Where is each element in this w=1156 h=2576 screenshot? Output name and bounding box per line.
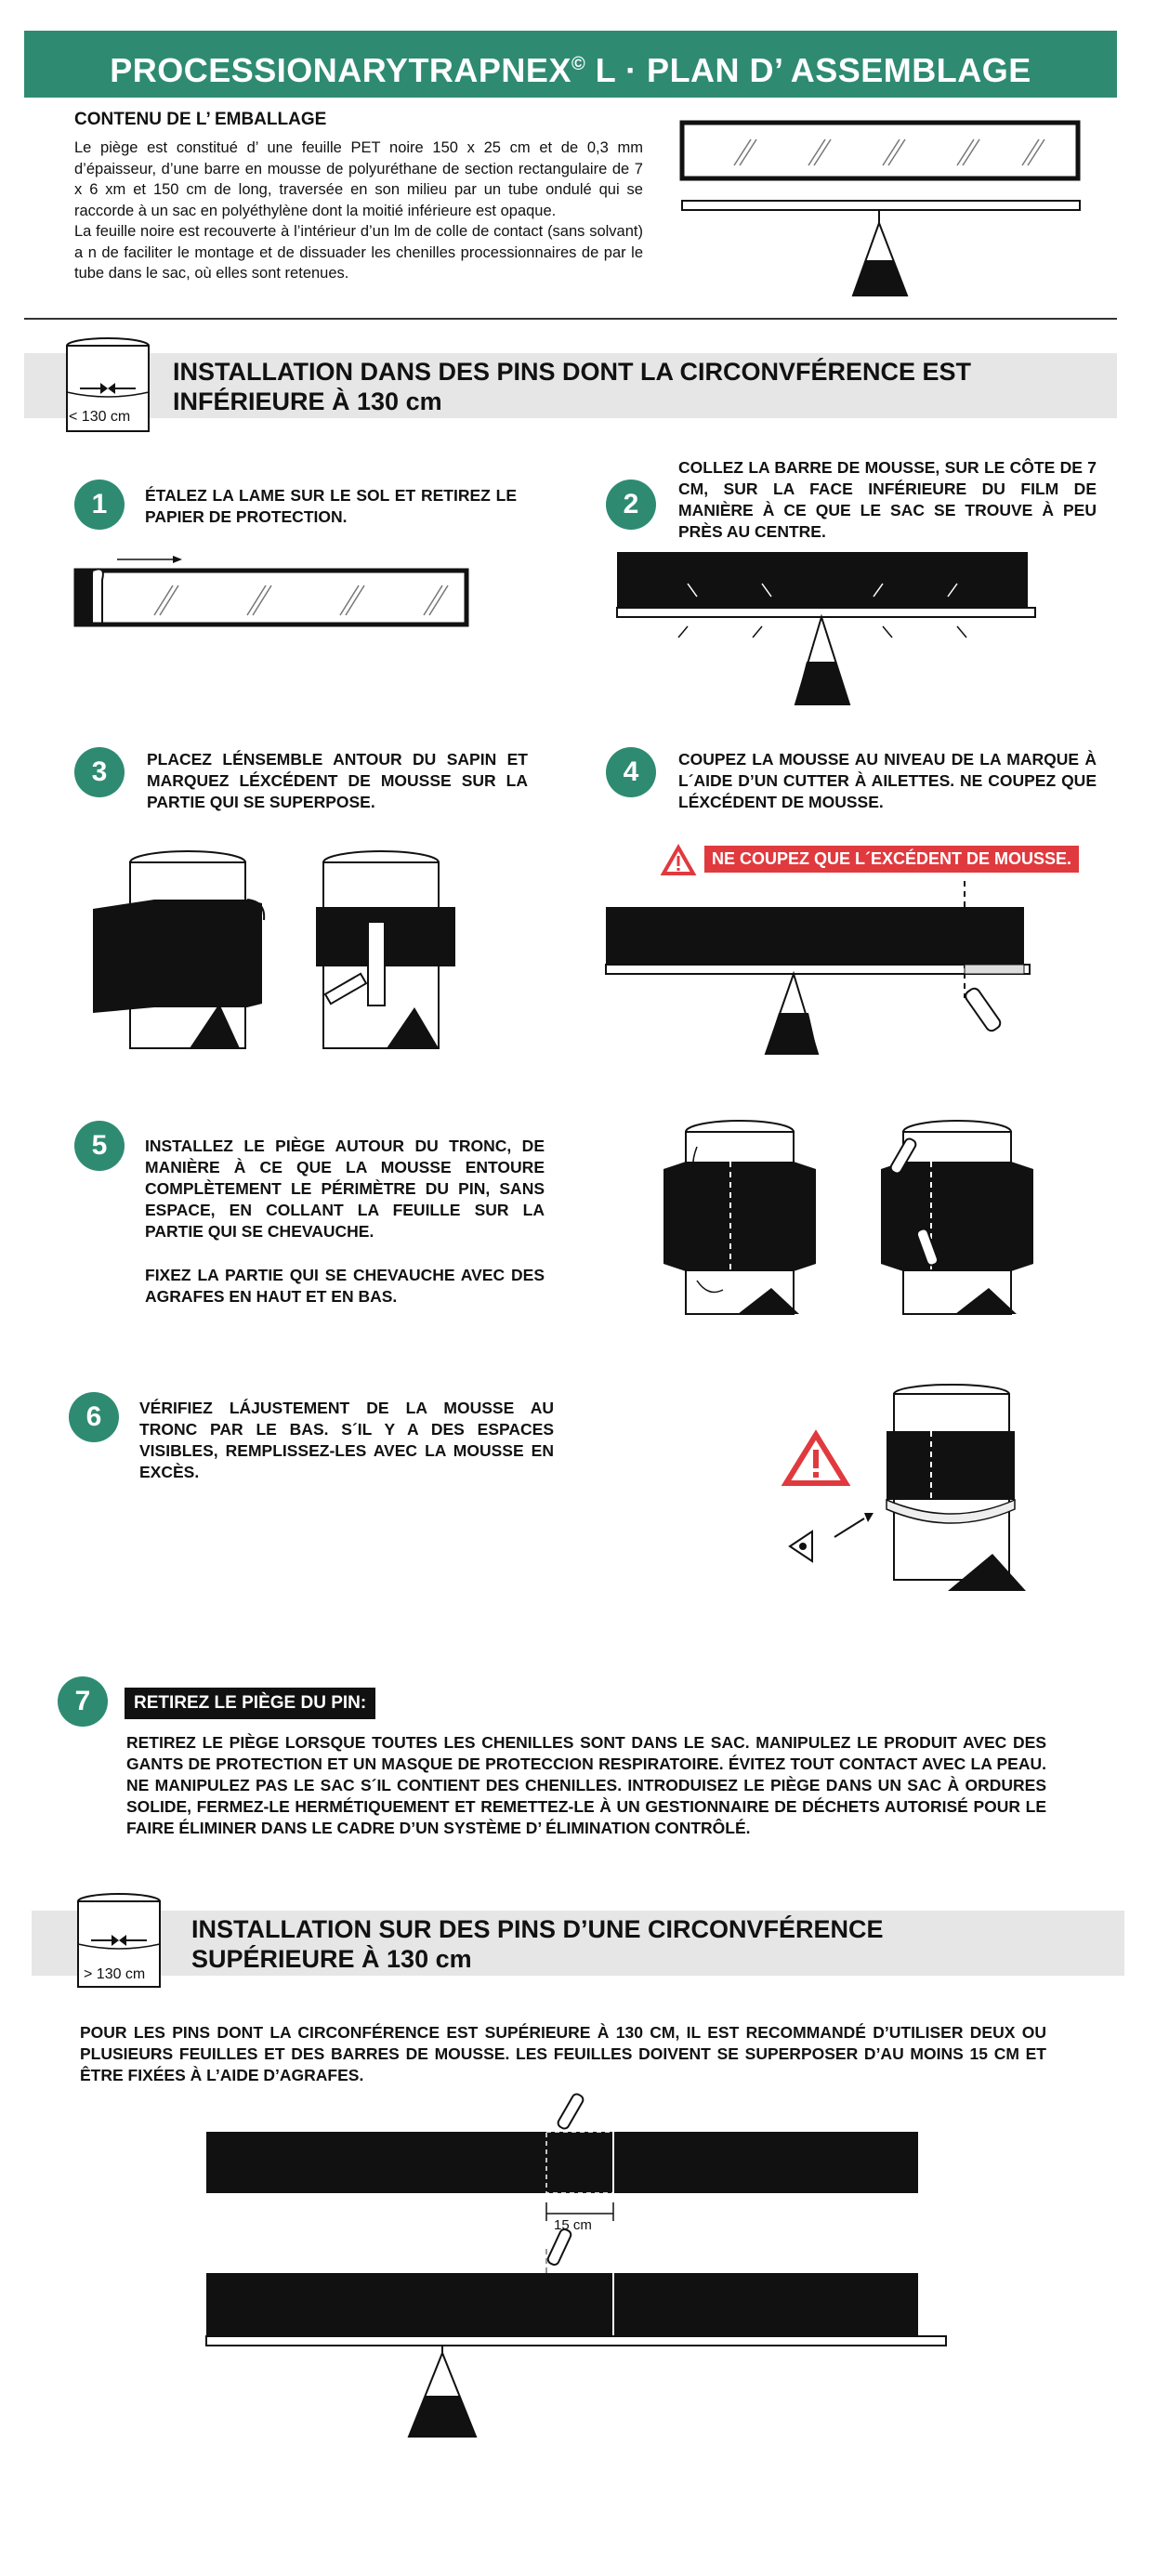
step-4-number: 4 [606,747,656,797]
step-2-text: COLLEZ LA BARRE DE MOUSSE, SUR LE CÔTE DE 7 CM, SUR LA FACE INFÉRIEURE DU FILM DE MANIÈRE À CE QUE LE SAC SE TROUVE À PEU PRÈS AU CENTRE. [678,458,1097,541]
step-5-number: 5 [74,1121,125,1171]
package-contents-paragraph-1: Le piège est constitué d’ une feuille PET noire 150 x 25 cm et de 0,3 mm d’épaisseur, d’une barre en mousse de polyuréthane de section rectangulaire de 7 x 6 xm et 150 cm de long, traversée en son milieu par un tube ondulé qui se raccorde à un sac en polyéthylène dont la moitié inférieure est opaque. [74,139,643,219]
package-contents-heading: CONTENU DE L’ EMBALLAGE [74,110,327,129]
package-contents-text [74,138,643,284]
step-5-text [145,1136,545,1308]
step-1-text: ÉTALEZ LA LAME SUR LE SOL ET RETIREZ LE PAPIER DE PROTECTION. [145,486,517,526]
step-1-number: 1 [74,480,125,530]
section-2-title [191,1914,884,1974]
step-5-text-main: INSTALLEZ LE PIÈGE AUTOUR DU TRONC, DE MANIÈRE À CE QUE LA MOUSSE ENTOURE COMPLÈTEMENT LE PÉRIMÈTRE DU PIN, SANS ESPACE, EN COLLANT LA FEUILLE SUR LA PARTIE QUI SE CHEVAUCHE. [145,1137,545,1241]
step-7-label: RETIREZ LE PIÈGE DU PIN: [125,1688,375,1719]
step-5-text-staples: FIXEZ LA PARTIE QUI SE CHEVAUCHE AVEC DES AGRAFES EN HAUT ET EN BAS. [145,1266,545,1306]
step-3-number: 3 [74,747,125,797]
trap-contents-illustration [678,119,1087,305]
section-1-title [173,357,971,416]
page-title: PROCESSIONARYTRAPNEX© L · PLAN D’ ASSEMBLAGE [24,31,1117,98]
step-4-text: COUPEZ LA MOUSSE AU NIVEAU DE LA MARQUE À L´AIDE D’UN CUTTER À AILETTES. NE COUPEZ QUE LÉXCÉDENT DE MOUSSE. [678,750,1097,811]
package-contents-paragraph-2: La feuille noire est recouverte à l’intérieur d’un lm de colle de contact (sans solvant) a n de faciliter le montage et de dissuader les chenilles processionnaires de par le tube dans le sac, où elles sont retenues. [74,223,643,282]
step-5-illustration [660,1115,1087,1329]
step-6-number: 6 [69,1392,119,1442]
large-trunk-icon-label: > 130 cm [84,1966,146,1982]
step-2-number: 2 [606,480,656,530]
section-2-title-line-2: SUPÉRIEURE À 130 cm [191,1945,472,1973]
step-3-text: PLACEZ LÉNSEMBLE ANTOUR DU SAPIN ET MARQUEZ LÉXCÉDENT DE MOUSSE SUR LA PARTIE QUI SE SUPERPOSE. [147,750,528,811]
step-6-illustration [782,1383,1043,1606]
step-4-warning-label: NE COUPEZ QUE L´EXCÉDENT DE MOUSSE. [704,846,1079,873]
warning-icon [662,846,695,875]
step-6-text: VÉRIFIEZ LÁJUSTEMENT DE LA MOUSSE AU TRONC PAR LE BAS. S´IL Y A DES ESPACES VISIBLES, REMPLISSEZ-LES AVEC LA MOUSSE EN EXCÈS. [139,1399,554,1481]
section-divider [24,318,1117,320]
step-7-number: 7 [58,1676,108,1727]
overlap-dimension-label: 15 cm [554,2217,592,2233]
overlap-illustration [203,2091,992,2444]
step-7-paragraph: RETIREZ LE PIÈGE LORSQUE TOUTES LES CHENILLES SONT DANS LE SAC. MANIPULEZ LE PRODUIT AVEC DES GANTS DE PROTECTION ET UN MASQUE DE PROTECCION RESPIRATOIRE. ÉVITEZ TOUT CONTACT AVEC LA PEAU. NE MANIPULEZ PAS LE SAC S´IL CONTIENT DES CHENILLES. INTRODUISEZ LE PIÈGE DANS UN SAC À ORDURES SOLIDE, FERMEZ-LE HERMÉTIQUEMENT ET REMETTEZ-LE À UN GESTIONNAIRE DE DÉCHETS AUTORISÉ POUR LE FAIRE ÉLIMINER DANS LE CADRE D’UN SYSTÈME D’ ÉLIMINATION CONTRÔLÉ. [126,1733,1046,1837]
step-2-illustration [613,548,1041,716]
section-1-title-line-2: INFÉRIEURE À 130 cm [173,388,442,415]
step-1-illustration [71,548,479,632]
step-4-illustration [602,877,1039,1063]
section-2-title-line-1: INSTALLATION SUR DES PINS D’UNE CIRCONVFÉRENCE [191,1915,884,1943]
section-2-paragraph: POUR LES PINS DONT LA CIRCONFÉRENCE EST SUPÉRIEURE À 130 CM, IL EST RECOMMANDÉ D’UTILISER DEUX OU PLUSIEURS FEUILLES ET DES BARRES DE MOUSSE. LES FEUILLES DOIVENT SE SUPERPOSER D’AU MOINS 15 CM ET ÊTRE FIXÉES À L’AIDE D’AGRAFES. [80,2023,1046,2084]
section-1-title-line-1: INSTALLATION DANS DES PINS DONT LA CIRCONVFÉRENCE EST [173,358,972,386]
small-trunk-icon-label: < 130 cm [69,409,131,425]
step-3-illustration [89,846,517,1059]
